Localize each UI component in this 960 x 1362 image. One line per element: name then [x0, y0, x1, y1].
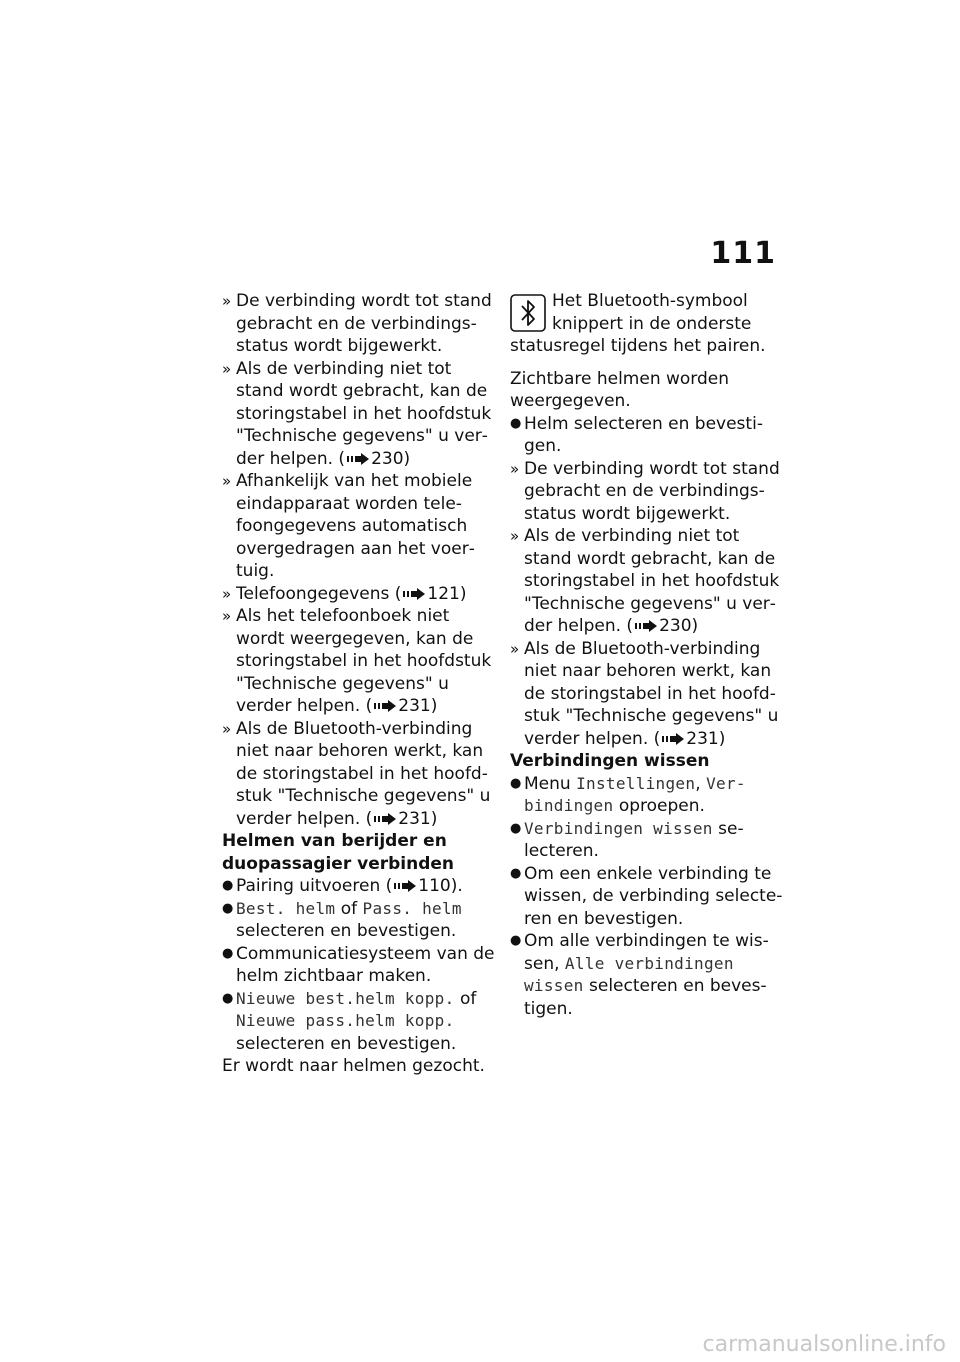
page-ref[interactable]: 231 [398, 808, 431, 829]
menu-term: Nieuwe pass.helm kopp. [236, 1011, 455, 1030]
page-ref-arrow-icon [394, 880, 416, 892]
menu-term: Verbindingen wissen [524, 818, 713, 838]
result-marker: » [222, 719, 232, 738]
result-marker: » [222, 292, 232, 310]
page-ref-arrow-icon [347, 453, 369, 465]
watermark-footer: carmanualsonline.info [702, 1332, 946, 1357]
step-bullet: ● [222, 945, 234, 961]
page-ref-arrow-icon [374, 813, 396, 825]
menu-term: Pass. helm [362, 898, 462, 918]
step-item: ● Nieuwe best.helm kopp. of Nieuwe pass.helm kopp. selecteren en bevestigen. [222, 988, 477, 1054]
step-item: ● Om een enkele verbinding te wissen, de verbinding selecteren en bevestigen. [510, 863, 783, 929]
step-item: ● Best. helm of Pass. helm selecteren en bevestigen. [222, 898, 462, 941]
result-item: » Als de Bluetooth-verbinding niet naar behoren werkt, kan de storingstabel in het hoofdstuk "Technische gegevens" u verder helpen. ( 231) [510, 638, 779, 749]
result-marker: » [222, 472, 232, 490]
result-item: » Als het telefoonboek niet wordt weergegeven, kan de storingstabel in het hoofdstuk "Technische gegevens" u verder helpen. ( 231) [222, 606, 492, 716]
result-item: » De verbinding wordt tot stand gebracht en de verbindingsstatus wordt bijgewerkt. [510, 458, 780, 524]
step-bullet: ● [222, 990, 234, 1006]
step-bullet: ● [510, 775, 522, 791]
result-text: Er wordt naar helmen gezocht. [222, 1056, 485, 1076]
page-ref-arrow-icon [403, 588, 425, 600]
result-item: » De verbinding wordt tot stand gebracht en de verbindingsstatus wordt bijgewerkt. [222, 291, 492, 356]
section-heading: Verbindingen wissen [510, 751, 710, 771]
page-number: 111 [710, 236, 776, 271]
result-item: » Als de verbinding niet tot stand wordt gebracht, kan de storingstabel in het hoofdstuk "Technische gegevens" u verder helpen. ( 230) [222, 358, 492, 469]
right-column [510, 290, 785, 1020]
result-marker: » [222, 584, 232, 603]
page-ref-arrow-icon [374, 700, 396, 712]
step-item: ● Om alle verbindingen te wissen, Alle verbindingen wissen selecteren en bevestigen. [510, 931, 769, 1019]
menu-term: Nieuwe best.helm kopp. [236, 988, 455, 1008]
step-bullet: ● [510, 820, 522, 836]
step-item: ● Pairing uitvoeren ( 110). [222, 876, 463, 896]
menu-term: Verbindingen [524, 773, 746, 815]
page-ref[interactable]: 230 [371, 448, 404, 469]
page-ref-arrow-icon [662, 733, 684, 745]
menu-term: Instellingen [576, 773, 696, 793]
step-item: ● Verbindingen wissen selecteren. [510, 818, 744, 861]
page-ref[interactable]: 230 [659, 616, 692, 636]
result-marker: » [222, 359, 232, 378]
page-ref-arrow-icon [635, 620, 657, 632]
step-item: ● Menu Instellingen, Verbindingen oproepen. [510, 773, 746, 816]
step-item: ● Communicatiesysteem van de helm zichtbaar maken. [222, 943, 495, 986]
page-ref[interactable]: 231 [686, 728, 719, 749]
left-column [222, 290, 497, 1078]
section-heading: Helmen van berijder en duopassagier verbinden [222, 831, 455, 874]
step-bullet: ● [222, 900, 234, 916]
step-bullet: ● [510, 865, 522, 881]
result-item: » Afhankelijk van het mobiele eindapparaat worden telefoongegevens automatisch overgedragen aan het voertuig. [222, 471, 475, 581]
result-text: Zichtbare helmen worden weergegeven. [510, 368, 730, 411]
result-item: » Als de verbinding niet tot stand wordt gebracht, kan de storingstabel in het hoofdstuk "Technische gegevens" u verder helpen. ( 230) [510, 526, 780, 636]
result-item: » Telefoongegevens ( 121) [222, 583, 467, 604]
result-item: » Als de Bluetooth-verbinding niet naar behoren werkt, kan de storingstabel in het hoofdstuk "Technische gegevens" u verder helpen. ( 231) [222, 718, 491, 829]
step-bullet: ● [510, 415, 522, 431]
bluetooth-note: Het Bluetooth-symbool knippert in de onderste statusregel tijdens het pairen. [510, 291, 766, 356]
step-bullet: ● [222, 878, 234, 893]
result-marker: » [222, 607, 232, 625]
result-marker: » [510, 459, 520, 478]
page-ref[interactable]: 231 [398, 696, 431, 716]
result-marker: » [510, 527, 520, 545]
menu-term: Alle verbindingen wissen [524, 953, 734, 995]
bluetooth-icon [510, 294, 546, 332]
page-ref[interactable]: 121 [427, 583, 460, 604]
step-bullet: ● [510, 933, 522, 948]
page-ref[interactable]: 110 [418, 876, 451, 896]
menu-term: Best. helm [236, 898, 336, 918]
result-marker: » [510, 639, 520, 658]
step-item: ● Helm selecteren en bevestigen. [510, 413, 763, 456]
